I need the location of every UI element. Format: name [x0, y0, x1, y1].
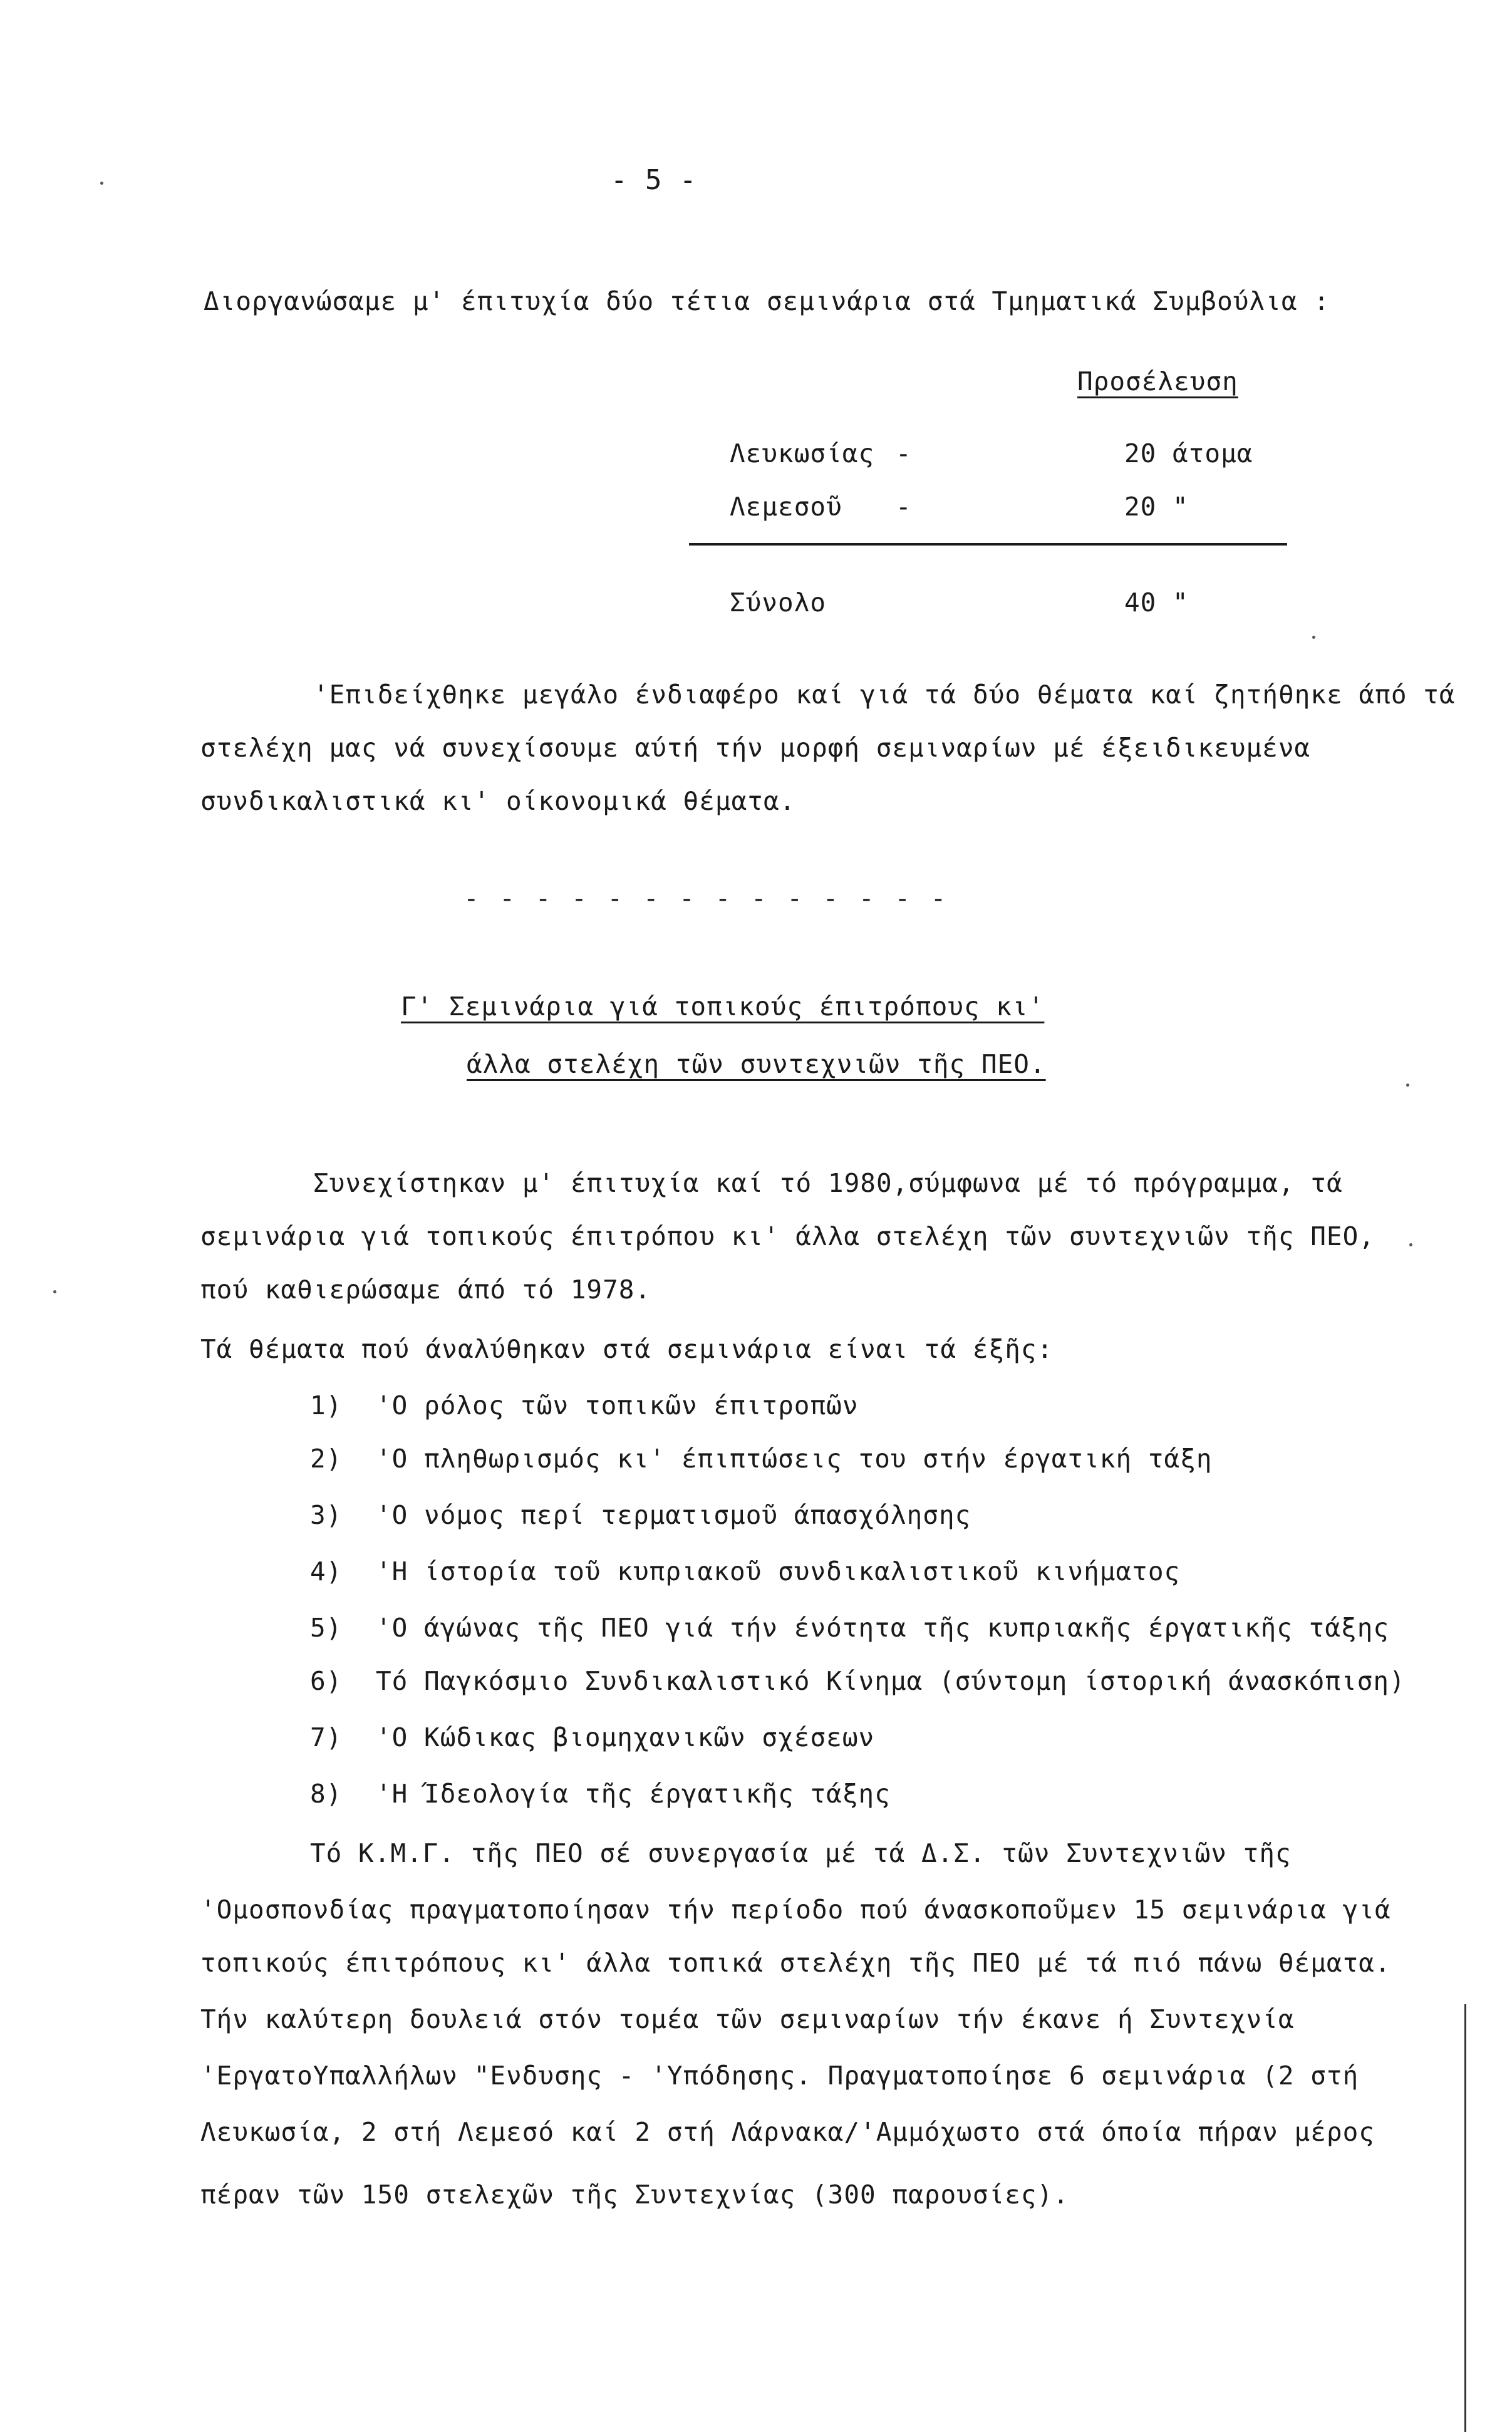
- topic-number: 8): [310, 1779, 343, 1809]
- scan-speck: [1312, 636, 1315, 639]
- attendance-row-value: 20 άτομα: [1124, 438, 1253, 468]
- topic-number: 4): [310, 1556, 343, 1586]
- attendance-row-value: 20 ": [1124, 492, 1189, 522]
- scan-speck: [1406, 1084, 1409, 1087]
- topic-text: 'Ο πληθωρισμός κι' έπιπτώσεις του στήν έργατική τάξη: [376, 1444, 1213, 1474]
- topic-number: 5): [310, 1613, 343, 1643]
- topic-text: 'Η Ίδεολογία τῆς έργατικῆς τάξης: [376, 1779, 891, 1809]
- attendance-total-value: 40 ": [1124, 587, 1189, 618]
- paragraph-line: πέραν τῶν 150 στελεχῶν τῆς Συντεχνίας (300 παρουσίες).: [200, 2180, 1069, 2210]
- paragraph-line: σεμινάρια γιά τοπικούς έπιτρόπου κι' άλλα στελέχη τῶν συντεχνιῶν τῆς ΠΕΟ,: [200, 1221, 1375, 1251]
- paragraph-line: 'Επιδείχθηκε μεγάλο ένδιαφέρο καί γιά τά δύο θέματα καί ζητήθηκε άπό τά: [313, 680, 1456, 710]
- attendance-row-dash: -: [896, 492, 912, 522]
- topic-number: 1): [310, 1390, 343, 1420]
- topic-text: 'Ο νόμος περί τερματισμοῦ άπασχόλησης: [376, 1500, 971, 1530]
- topic-number: 6): [310, 1666, 343, 1696]
- topic-number: 3): [310, 1500, 343, 1530]
- attendance-row-label: Λεμεσοῦ: [730, 492, 842, 522]
- paragraph-line: συνδικαλιστικά κι' οίκονομικά θέματα.: [200, 786, 796, 816]
- scan-speck: [1409, 1243, 1412, 1246]
- topic-text: 'Η ίστορία τοῦ κυπριακοῦ συνδικαλιστικοῦ κινήματος: [376, 1556, 1181, 1586]
- page-number: - 5 -: [611, 164, 697, 196]
- paragraph-line: πού καθιερώσαμε άπό τό 1978.: [200, 1275, 651, 1305]
- paragraph-line: 'ΕργατοΥπαλλήλων "Ενδυσης - 'Υπόδησης. Πραγματοποίησε 6 σεμινάρια (2 στή: [200, 2061, 1359, 2091]
- intro-text: Διοργανώσαμε μ' έπιτυχία δύο τέτια σεμινάρια στά Τμηματικά Συμβούλια :: [204, 286, 1330, 316]
- attendance-row-label: Λευκωσίας: [730, 438, 875, 468]
- topic-number: 2): [310, 1444, 343, 1474]
- scan-margin-line: [1464, 2004, 1466, 2432]
- paragraph-line: Τά θέματα πού άναλύθηκαν στά σεμινάρια είναι τά έξῆς:: [200, 1334, 1054, 1364]
- paragraph-line: τοπικούς έπιτρόπους κι' άλλα τοπικά στελέχη τῆς ΠΕΟ μέ τά πιό πάνω θέματα.: [200, 1948, 1391, 1978]
- section-separator: - - - - - - - - - - - - - -: [463, 883, 949, 913]
- section-heading-line: άλλα στελέχη τῶν συντεχνιῶν τῆς ΠΕΟ.: [467, 1049, 1046, 1079]
- scan-speck: [100, 182, 103, 185]
- total-rule: [689, 543, 1287, 546]
- paragraph-line: Λευκωσία, 2 στή Λεμεσό καί 2 στή Λάρνακα/'Αμμόχωστο στά όποία πήραν μέρος: [200, 2117, 1375, 2147]
- attendance-header: Προσέλευση: [1077, 366, 1238, 396]
- paragraph-line: στελέχη μας νά συνεχίσουμε αύτή τήν μορφή σεμιναρίων μέ έξειδικευμένα: [200, 733, 1311, 763]
- topic-text: 'Ο ρόλος τῶν τοπικῶν έπιτροπῶν: [376, 1390, 859, 1420]
- topic-text: Τό Παγκόσμιο Συνδικαλιστικό Κίνημα (σύντομη ίστορική άνασκόπιση): [376, 1666, 1406, 1696]
- paragraph-line: Συνεχίστηκαν μ' έπιτυχία καί τό 1980,σύμφωνα μέ τό πρόγραμμα, τά: [313, 1168, 1343, 1198]
- attendance-total-label: Σύνολο: [730, 587, 827, 618]
- section-heading-line: Γ' Σεμινάρια γιά τοπικούς έπιτρόπους κι': [401, 991, 1045, 1022]
- paragraph-line: Τό Κ.Μ.Γ. τῆς ΠΕΟ σέ συνεργασία μέ τά Δ.Σ. τῶν Συντεχνιῶν τῆς: [310, 1838, 1292, 1868]
- paragraph-line: Τήν καλύτερη δουλειά στόν τομέα τῶν σεμιναρίων τήν έκανε ή Συντεχνία: [200, 2004, 1295, 2034]
- scan-speck: [53, 1290, 56, 1293]
- attendance-row-dash: -: [896, 438, 912, 468]
- topic-number: 7): [310, 1722, 343, 1752]
- paragraph-line: 'Ομοσπονδίας πραγματοποίησαν τήν περίοδο πού άνασκοποῦμεν 15 σεμινάρια γιά: [200, 1895, 1391, 1925]
- topic-text: 'Ο Κώδικας βιομηχανικῶν σχέσεων: [376, 1722, 875, 1752]
- topic-text: 'Ο άγώνας τῆς ΠΕΟ γιά τήν ένότητα τῆς κυπριακῆς έργατικῆς τάξης: [376, 1613, 1390, 1643]
